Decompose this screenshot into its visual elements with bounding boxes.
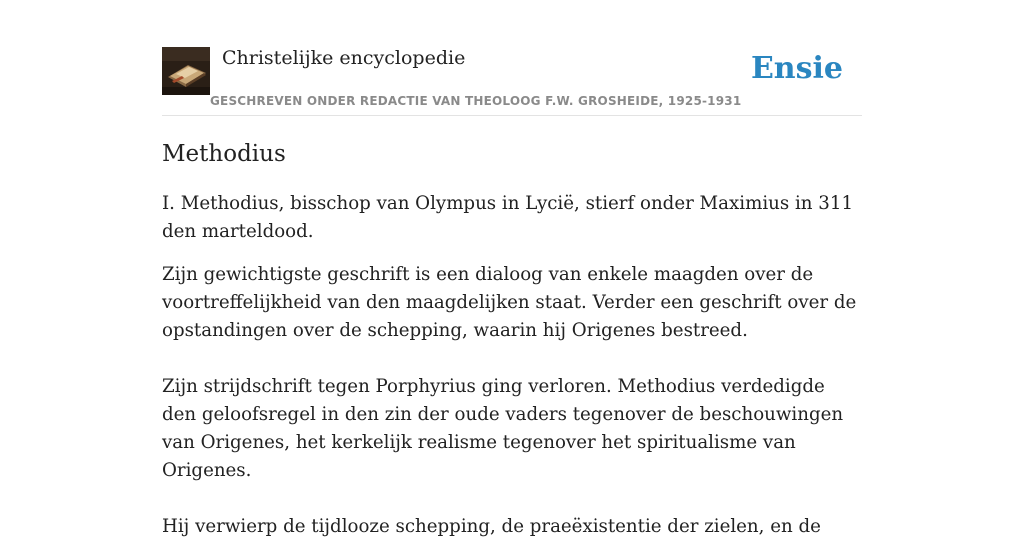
page-title: Methodius xyxy=(162,141,286,167)
article-paragraph: I. Methodius, bisschop van Olympus in Lycië, stierf onder Maximius in 311 den marteldood. xyxy=(162,193,854,242)
avatar[interactable] xyxy=(162,47,210,95)
book-photo-icon xyxy=(162,47,210,95)
site-name[interactable]: Christelijke encyclopedie xyxy=(222,47,466,69)
article-paragraph: Zijn gewichtigste geschrift is een dialoog van enkele maagden over de voortreffelijkheid van den maagdelijken staat. Verder een geschrift over de opstandingen over de schepping, waarin hij Origenes bestreed. xyxy=(162,264,857,341)
article-paragraph: Zijn strijdschrift tegen Porphyrius ging verloren. Methodius verdedigde den geloofsregel in den zin der oude vaders tegenover de beschouwingen van Origenes, het kerkelijk realisme tegenover het spiritualisme van Origenes. xyxy=(162,376,844,481)
article xyxy=(162,138,862,556)
site-header xyxy=(162,46,862,116)
brand-logo[interactable]: Ensie xyxy=(750,51,843,86)
site-tagline: GESCHREVEN ONDER REDACTIE VAN THEOLOOG F.W. GROSHEIDE, 1925-1931 xyxy=(210,94,742,108)
article-paragraph: Hij verwierp de tijdlooze schepping, de praeëxistentie der zielen, en de xyxy=(162,516,821,537)
